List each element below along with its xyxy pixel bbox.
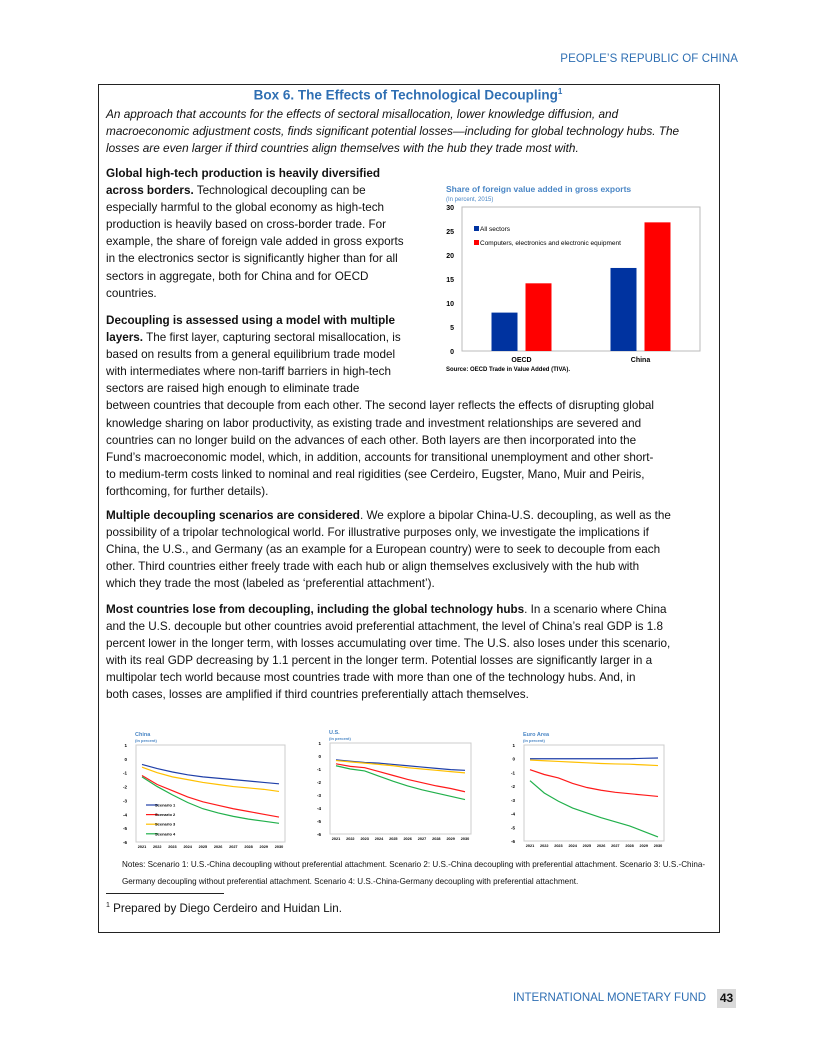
chart-subtitle: (In percent, 2015) bbox=[446, 197, 494, 203]
paragraph-scenarios bbox=[106, 507, 671, 592]
y-tick-label: 0 bbox=[318, 754, 321, 759]
series-line-scenario-2 bbox=[530, 770, 658, 797]
x-tick-label: 2030 bbox=[653, 844, 663, 848]
paragraph-text: based on results from a general equilibrium trade model bbox=[106, 348, 396, 362]
paragraph-line bbox=[106, 575, 671, 592]
line-chart-china bbox=[105, 725, 305, 855]
bar-all bbox=[492, 313, 518, 351]
x-tick-label: 2026 bbox=[403, 837, 412, 841]
x-tick-label: 2022 bbox=[152, 845, 162, 849]
x-tick-label: 2028 bbox=[432, 837, 441, 841]
y-tick-label: -5 bbox=[122, 826, 127, 832]
x-tick-label: 2024 bbox=[183, 845, 192, 849]
x-tick-label: 2029 bbox=[259, 845, 269, 849]
paragraph-text: The first layer, capturing sectoral misallocation, is bbox=[143, 331, 401, 345]
paragraph-line bbox=[106, 601, 670, 618]
paragraph-line bbox=[106, 558, 671, 575]
legend-label: Scenario 1 bbox=[155, 802, 176, 808]
line-chart-us bbox=[300, 725, 500, 855]
paragraph-line bbox=[106, 686, 670, 703]
bar-chart-foreign-value-added bbox=[440, 180, 720, 380]
paragraph-text: China, the U.S., and Germany (as an example for a European country) were to seek to decouple from each bbox=[106, 543, 661, 557]
paragraph-line bbox=[106, 165, 404, 182]
paragraph-text: percent lower in the longer term, with losses accumulating over time. The U.S. also loses under this scenario, bbox=[106, 637, 671, 651]
paragraph-text: especially harmful to the global economy as high-tech bbox=[106, 201, 385, 215]
intro-line: losses are even larger if third countries align themselves with the hub they trade most with. bbox=[106, 141, 579, 156]
x-tick-label: 2026 bbox=[596, 844, 606, 848]
paragraph-line bbox=[106, 449, 654, 466]
x-tick-label: 2024 bbox=[374, 837, 384, 841]
y-tick-label: 0 bbox=[512, 756, 515, 762]
x-tick-label: 2030 bbox=[460, 837, 470, 841]
footer-publisher: INTERNATIONAL MONETARY FUND bbox=[513, 992, 706, 1004]
y-tick-label: -5 bbox=[316, 819, 321, 824]
paragraph-text: sectors in aggregate, both for China and for OECD bbox=[106, 269, 369, 283]
paragraph-text: other. Third countries either freely trade with each hub or align themselves exclusively with the hub with bbox=[106, 560, 640, 574]
y-tick-label: -3 bbox=[316, 793, 321, 798]
paragraph-text: Fund’s macroeconomic model, which, in addition, accounts for transitional unemployment and other short- bbox=[106, 450, 654, 464]
paragraph-text: production is heavily based on cross-border trade. For bbox=[106, 218, 386, 232]
paragraph-text: and the U.S. decouple but other countries avoid preferential attachment, the level of China’s real GDP is 1.8 bbox=[106, 620, 663, 634]
y-tick-label: 25 bbox=[446, 229, 454, 236]
x-tick-label: 2021 bbox=[331, 837, 341, 841]
paragraph-line bbox=[106, 483, 654, 500]
series-line-scenario-3 bbox=[530, 760, 658, 765]
x-tick-label: 2022 bbox=[539, 844, 549, 848]
bar-all bbox=[611, 268, 637, 351]
y-tick-label: 20 bbox=[446, 253, 454, 260]
footnote-mark: 1 bbox=[106, 902, 110, 910]
chart-subtitle: (In percent) bbox=[329, 736, 351, 741]
series-line-scenario-3 bbox=[142, 767, 279, 791]
x-tick-label: 2023 bbox=[554, 844, 563, 848]
y-tick-label: 10 bbox=[446, 301, 454, 308]
page-number: 43 bbox=[717, 989, 736, 1008]
legend-swatch bbox=[474, 240, 479, 245]
x-tick-label: 2023 bbox=[168, 845, 177, 849]
x-tick-label: 2029 bbox=[639, 844, 649, 848]
paragraph-line bbox=[106, 432, 654, 449]
y-tick-label: -2 bbox=[316, 780, 321, 785]
paragraph-line bbox=[106, 216, 404, 233]
chart-title: Euro Area bbox=[523, 732, 550, 738]
paragraph-text: which they trade the most (labeled as ‘preferential attachment’). bbox=[106, 577, 435, 591]
notes-line: Germany decoupling without preferential attachment. Scenario 4: U.S.-China-Germany decoupling with preferential attachment. bbox=[122, 877, 579, 886]
legend-label: Scenario 4 bbox=[155, 831, 176, 837]
paragraph-line bbox=[106, 285, 404, 302]
paragraph-line bbox=[106, 397, 654, 414]
paragraph-line bbox=[106, 507, 671, 524]
paragraph-lead-bold: Multiple decoupling scenarios are considered bbox=[106, 509, 360, 522]
x-tick-label: 2025 bbox=[198, 845, 208, 849]
paragraph-line bbox=[106, 199, 404, 216]
paragraph-text: . We explore a bipolar China-U.S. decoupling, as well as the bbox=[359, 509, 671, 522]
legend-label: Scenario 3 bbox=[155, 821, 176, 827]
x-tick-label: 2024 bbox=[568, 844, 577, 848]
y-tick-label: -4 bbox=[510, 811, 515, 817]
y-tick-label: 0 bbox=[124, 756, 127, 762]
paragraph-line bbox=[106, 415, 654, 432]
paragraph-text: forthcoming, for further details). bbox=[106, 484, 269, 498]
x-tick-label: 2025 bbox=[389, 837, 398, 841]
paragraph-text: example, the share of foreign vale added in gross exports bbox=[106, 235, 404, 249]
series-line-scenario-2 bbox=[336, 764, 465, 792]
x-tick-label: China bbox=[630, 357, 651, 364]
footnote-text: Prepared by Diego Cerdeiro and Huidan Lin. bbox=[109, 902, 342, 915]
y-tick-label: 0 bbox=[450, 349, 454, 356]
y-tick-label: -1 bbox=[316, 767, 321, 772]
running-header: PEOPLE’S REPUBLIC OF CHINA bbox=[560, 53, 738, 65]
paragraph-text: . In a scenario where China bbox=[524, 603, 667, 616]
y-tick-label: -1 bbox=[510, 770, 515, 776]
legend-label: Scenario 2 bbox=[155, 812, 176, 818]
footnote bbox=[106, 902, 342, 915]
paragraph-line bbox=[106, 182, 404, 199]
paragraph-line bbox=[106, 466, 654, 483]
y-tick-label: -2 bbox=[510, 784, 515, 790]
chart-subtitle: (In percent) bbox=[523, 738, 545, 743]
paragraph-lead-bold: Global high-tech production is heavily diversified bbox=[106, 167, 381, 180]
chart-source: Source: OECD Trade in Value Added (TIVA). bbox=[446, 367, 571, 373]
box-title bbox=[0, 87, 816, 103]
paragraph-text: to medium-term costs linked to nominal and real rigidities (see Cerdeiro, Eugster, Mano, Muir and Peiris, bbox=[106, 467, 645, 481]
title-footnote-mark: 1 bbox=[557, 87, 563, 96]
x-tick-label: 2021 bbox=[525, 844, 535, 848]
series-line-scenario-1 bbox=[530, 758, 658, 759]
intro-line: An approach that accounts for the effects of sectoral misallocation, lower knowledge diffusion, and bbox=[106, 107, 619, 121]
paragraph-hightech bbox=[106, 165, 404, 302]
x-tick-label: 2028 bbox=[625, 844, 634, 848]
paragraph-line bbox=[106, 250, 404, 267]
series-line-scenario-1 bbox=[336, 760, 465, 770]
box-intro bbox=[106, 106, 679, 157]
box-title-text: Box 6. The Effects of Technological Decoupling bbox=[253, 87, 558, 103]
chart-notes bbox=[122, 856, 705, 890]
x-tick-label: 2021 bbox=[137, 845, 147, 849]
paragraph-lead-bold: Most countries lose from decoupling, including the global technology hubs bbox=[106, 603, 525, 616]
line-chart-euro-area bbox=[495, 725, 695, 855]
y-tick-label: 1 bbox=[124, 743, 127, 748]
y-tick-label: -3 bbox=[122, 798, 127, 804]
paragraph-text: countries. bbox=[106, 286, 157, 300]
chart-title: U.S. bbox=[329, 730, 340, 736]
paragraph-lead-bold: Decoupling is assessed using a model with multiple bbox=[106, 314, 396, 327]
y-tick-label: -5 bbox=[510, 825, 515, 831]
y-tick-label: -2 bbox=[122, 784, 127, 790]
y-tick-label: -4 bbox=[122, 812, 127, 818]
x-tick-label: 2026 bbox=[213, 845, 223, 849]
notes-line: Notes: Scenario 1: U.S.-China decoupling without preferential attachment. Scenario 2: U.S.-China decoupling with preferential attachment. Scenario 3: U.S.-China- bbox=[122, 860, 706, 869]
x-tick-label: 2027 bbox=[611, 844, 620, 848]
paragraph-text: knowledge sharing on labor productivity, as existing trade and investment relationships are severed and bbox=[106, 416, 642, 430]
chart-subtitle: (In percent) bbox=[135, 738, 157, 743]
paragraph-line bbox=[106, 669, 670, 686]
bar-computers bbox=[526, 283, 552, 351]
y-tick-label: 5 bbox=[450, 325, 454, 332]
chart-title: China bbox=[135, 732, 151, 738]
y-tick-label: -4 bbox=[316, 806, 321, 811]
x-tick-label: 2028 bbox=[244, 845, 253, 849]
legend-swatch bbox=[474, 226, 479, 231]
plot-area bbox=[136, 745, 285, 842]
x-tick-label: 2023 bbox=[360, 837, 369, 841]
x-tick-label: 2027 bbox=[417, 837, 427, 841]
paragraph-line bbox=[106, 652, 670, 669]
paragraph-losses bbox=[106, 601, 670, 704]
y-tick-label: 30 bbox=[446, 205, 454, 212]
paragraph-text: Technological decoupling can be bbox=[193, 184, 366, 198]
paragraph-line bbox=[106, 524, 671, 541]
x-tick-label: 2030 bbox=[274, 845, 284, 849]
paragraph-text: in the electronics sector is significantly higher than for all bbox=[106, 252, 398, 266]
x-tick-label: 2029 bbox=[446, 837, 455, 841]
y-tick-label: 1 bbox=[318, 741, 321, 746]
y-tick-label: -6 bbox=[122, 840, 127, 845]
paragraph-text: between countries that decouple from each other. The second layer reflects the effects of disrupting global bbox=[106, 399, 654, 413]
paragraph-line bbox=[106, 635, 670, 652]
paragraph-text: with its real GDP decreasing by 1.1 percent in the longer term. Potential losses are significantly larger in a bbox=[106, 654, 653, 668]
paragraph-text: possibility of a tripolar technological world. For illustrative purposes only, we investigate the implications if bbox=[106, 526, 649, 540]
paragraph-text: sectors are raised high enough to eliminate trade bbox=[106, 382, 360, 396]
y-tick-label: -6 bbox=[316, 832, 321, 837]
paragraph-line bbox=[106, 380, 654, 397]
y-tick-label: 1 bbox=[512, 743, 515, 748]
legend-label: Computers, electronics and electronic equipment bbox=[480, 240, 621, 247]
y-tick-label: 15 bbox=[446, 277, 454, 284]
x-tick-label: OECD bbox=[511, 357, 532, 364]
paragraph-text: multipolar tech world because most countries trade with more than one of the technology hubs. And, in bbox=[106, 671, 636, 685]
y-tick-label: -1 bbox=[122, 770, 127, 776]
paragraph-text: with intermediates where non-tariff barriers in high-tech bbox=[106, 365, 391, 379]
paragraph-line bbox=[106, 618, 670, 635]
y-tick-label: -3 bbox=[510, 797, 515, 803]
paragraph-line bbox=[106, 268, 404, 285]
footnote-divider bbox=[106, 893, 224, 894]
bar-computers bbox=[645, 222, 671, 351]
paragraph-lead-bold: layers. bbox=[106, 331, 144, 345]
y-tick-label: -6 bbox=[510, 839, 515, 844]
paragraph-lead-bold: across borders. bbox=[106, 184, 194, 198]
chart-title: Share of foreign value added in gross exports bbox=[446, 184, 632, 194]
paragraph-line bbox=[106, 233, 404, 250]
x-tick-label: 2025 bbox=[582, 844, 592, 848]
paragraph-line bbox=[106, 541, 671, 558]
legend-label: All sectors bbox=[480, 226, 510, 233]
intro-line: macroeconomic adjustment costs, finds significant potential losses—including for global technology hubs. The bbox=[106, 124, 680, 139]
paragraph-text: both cases, losses are amplified if third countries preferentially attach themselves. bbox=[106, 688, 529, 702]
paragraph-text: countries can no longer build on the advances of each other. Both layers are then incorporated into the bbox=[106, 433, 637, 447]
x-tick-label: 2022 bbox=[346, 837, 355, 841]
x-tick-label: 2027 bbox=[229, 845, 238, 849]
